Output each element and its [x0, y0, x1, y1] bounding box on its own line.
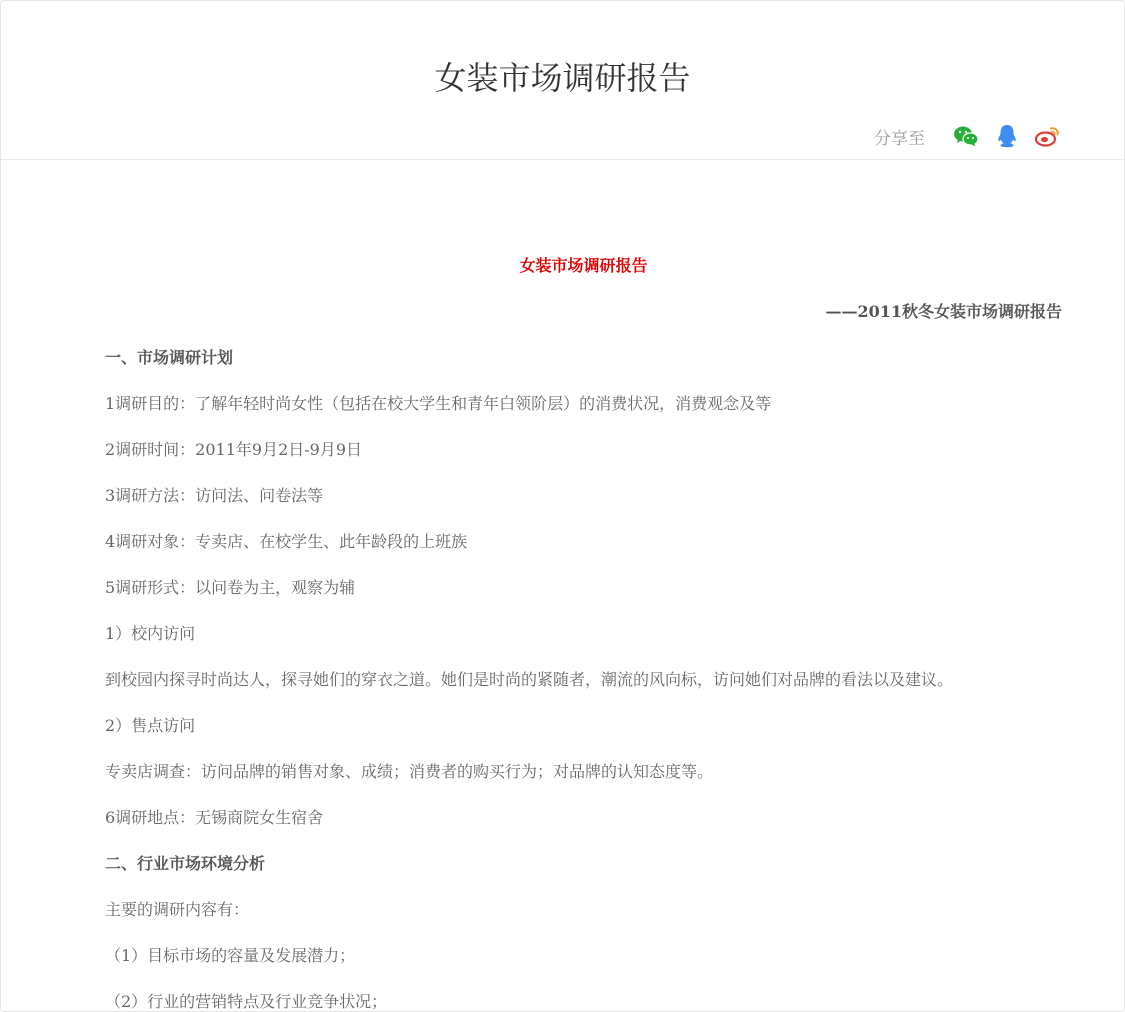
paragraph: 6调研地点：无锡商院女生宿舍: [105, 808, 324, 827]
share-qq-button[interactable]: [993, 122, 1021, 150]
paragraph: 专卖店调查：访问品牌的销售对象、成绩；消费者的购买行为；对品牌的认知态度等。: [105, 762, 714, 781]
paragraph: 3调研方法：访问法、问卷法等: [105, 486, 324, 505]
section-heading: 二、行业市场环境分析: [105, 854, 266, 873]
article-subtitle: ——2011秋冬女装市场调研报告: [825, 302, 1062, 321]
paragraph: 1调研目的：了解年轻时尚女性（包括在校大学生和青年白领阶层）的消费状况，消费观念及等: [105, 394, 772, 413]
section-heading: 一、市场调研计划: [105, 348, 234, 367]
paragraph: 5调研形式：以问卷为主，观察为辅: [105, 578, 356, 597]
page-header: [1, 1, 1124, 160]
article-title: 女装市场调研报告: [519, 256, 648, 275]
share-wechat-button[interactable]: [952, 122, 980, 150]
paragraph: 到校园内探寻时尚达人，探寻她们的穿衣之道。她们是时尚的紧随者，潮流的风向标，访问她们对品牌的看法以及建议。: [105, 670, 954, 689]
wechat-icon: [953, 125, 979, 147]
weibo-icon: [1035, 125, 1061, 147]
paragraph: 2）售点访问: [105, 716, 196, 735]
paragraph: 1）校内访问: [105, 624, 196, 643]
qq-icon: [996, 124, 1018, 148]
share-label: 分享至: [874, 128, 925, 149]
share-weibo-button[interactable]: [1034, 122, 1062, 150]
paragraph: （1）目标市场的容量及发展潜力；: [105, 946, 356, 965]
paragraph: 主要的调研内容有：: [105, 900, 250, 919]
page-title: 女装市场调研报告: [434, 59, 691, 97]
paragraph: （2）行业的营销特点及行业竞争状况；: [105, 992, 388, 1011]
share-bar: [874, 122, 1062, 150]
paragraph: 4调研对象：专卖店、在校学生、此年龄段的上班族: [105, 532, 468, 551]
paragraph: 2调研时间：2011年9月2日-9月9日: [105, 440, 363, 459]
